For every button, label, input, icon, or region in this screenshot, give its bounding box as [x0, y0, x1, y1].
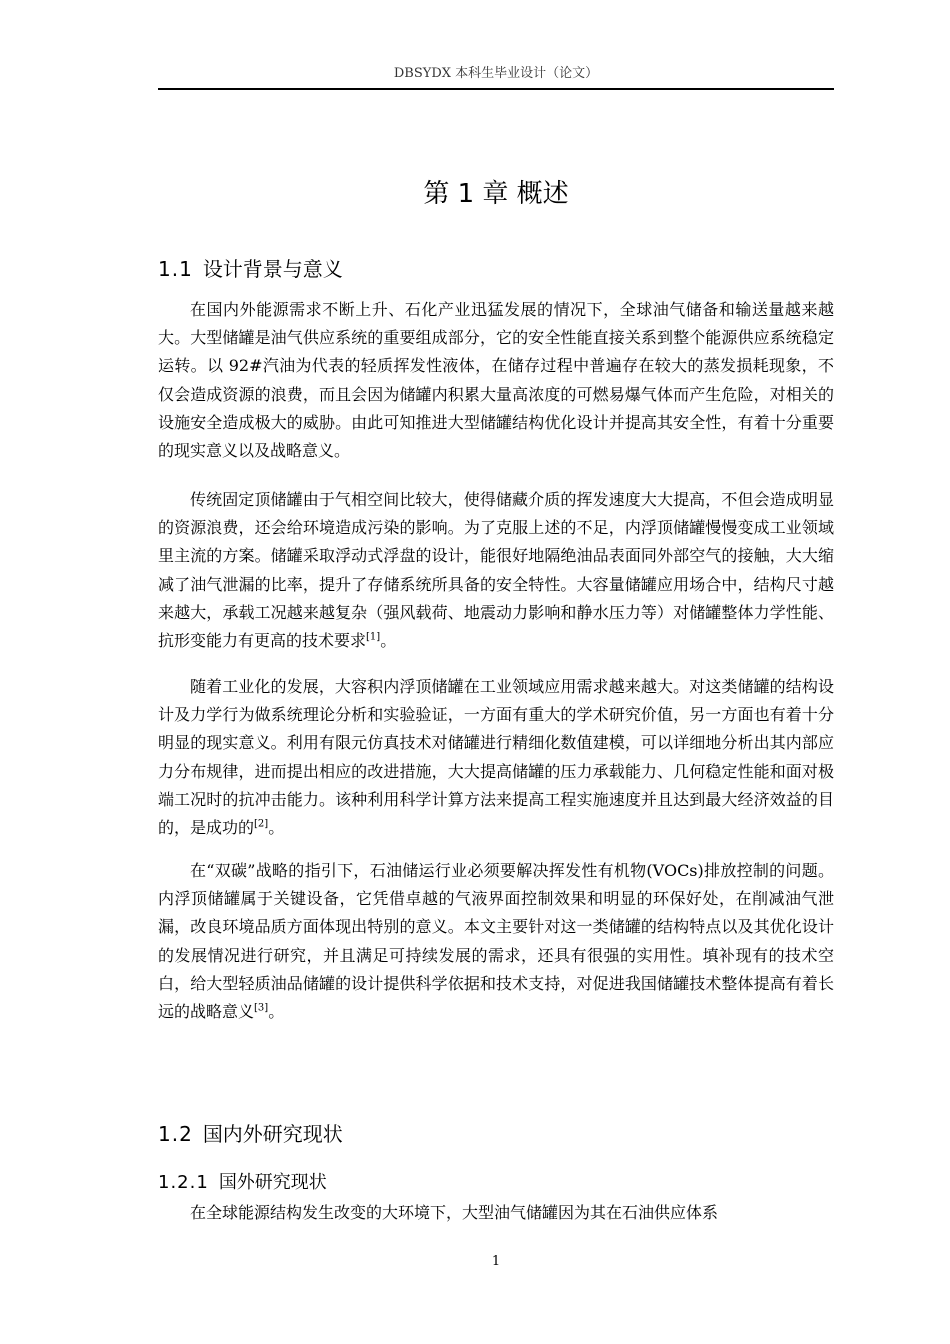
section-title: 设计背景与意义 — [202, 257, 343, 281]
paragraph-5 — [158, 1199, 834, 1227]
page-header: DBSYDX 本科生毕业设计（论文） — [393, 66, 599, 81]
section-title: 国内外研究现状 — [202, 1122, 343, 1146]
subsection-title: 国外研究现状 — [218, 1172, 327, 1193]
paragraph-4 — [158, 857, 834, 1026]
section-heading-1-1 — [158, 254, 834, 284]
header-rule — [158, 88, 834, 90]
paragraph-text: 在“双碳”战略的指引下，石油储运行业必须要解决挥发性有机物(VOCs)排放控制的问题。内浮顶储罐属于关键设备，它凭借卓越的气液界面控制效果和明显的环保好处，在削减油气泄漏，改良环境品质方面体现出特别的意义。本文主要针对这一类储罐的结构特点以及其优化设计的发展情况进行研究，并且满足可持续发展的需求，还具有很强的实用性。填补现有的技术空白，给大型轻质油品储罐的设计提供科学依据和技术支持，对促进我国储罐技术整体提高有着长远的战略意义 — [158, 861, 834, 1022]
subsection-number: 1.2.1 — [158, 1172, 209, 1193]
paragraph-tail: 。 — [380, 631, 397, 651]
paragraph-1 — [158, 296, 834, 465]
paragraph-tail: 。 — [268, 818, 285, 838]
page-number: 1 — [491, 1254, 501, 1269]
citation-marker: [2] — [254, 818, 269, 830]
paragraph-text: 随着工业化的发展，大容积内浮顶储罐在工业领域应用需求越来越大。对这类储罐的结构设计及力学行为做系统理论分析和实验验证，一方面有重大的学术研究价值，另一方面也有着十分明显的现实意义。利用有限元仿真技术对储罐进行精细化数值建模，可以详细地分析出其内部应力分布规律，进而提出相应的改进措施，大大提高储罐的压力承载能力、几何稳定性能和面对极端工况时的抗冲击能力。该种利用科学计算方法来提高工程实施速度并且达到最大经济效益的目的，是成功的 — [158, 677, 834, 838]
citation-marker: [3] — [254, 1002, 269, 1014]
section-number: 1.2 — [158, 1122, 193, 1146]
subsection-heading-1-2-1 — [158, 1169, 834, 1197]
section-heading-1-2 — [158, 1119, 834, 1149]
paragraph-text: 在全球能源结构发生改变的大环境下，大型油气储罐因为其在石油供应体系 — [190, 1203, 719, 1222]
paragraph-text: 在国内外能源需求不断上升、石化产业迅猛发展的情况下，全球油气储备和输送量越来越大。大型储罐是油气供应系统的重要组成部分，它的安全性能直接关系到整个能源供应系统稳定运转。以 92#汽油为代表的轻质挥发性液体，在储存过程中普遍存在较大的蒸发损耗现象，不仅会造成资源的浪费，而且会因为储罐内积累大量高浓度的可燃易爆气体而产生危险，对相关的设施安全造成极大的威胁。由此可知推进大型储罐结构优化设计并提高其安全性，有着十分重要的现实意义以及战略意义。 — [158, 300, 834, 461]
paragraph-2 — [158, 486, 834, 655]
citation-marker: [1] — [366, 631, 381, 643]
paragraph-3 — [158, 673, 834, 842]
paragraph-text: 传统固定顶储罐由于气相空间比较大，使得储藏介质的挥发速度大大提高，不但会造成明显的资源浪费，还会给环境造成污染的影响。为了克服上述的不足，内浮顶储罐慢慢变成工业领域里主流的方案。储罐采取浮动式浮盘的设计，能很好地隔绝油品表面同外部空气的接触，大大缩减了油气泄漏的比率，提升了存储系统所具备的安全特性。大容量储罐应用场合中，结构尺寸越来越大，承载工况越来越复杂（强风载荷、地震动力影响和静水压力等）对储罐整体力学性能、抗形变能力有更高的技术要求 — [158, 490, 834, 651]
section-number: 1.1 — [158, 257, 193, 281]
chapter-title: 第 1 章 概述 — [423, 179, 569, 209]
paragraph-tail: 。 — [268, 1002, 285, 1022]
